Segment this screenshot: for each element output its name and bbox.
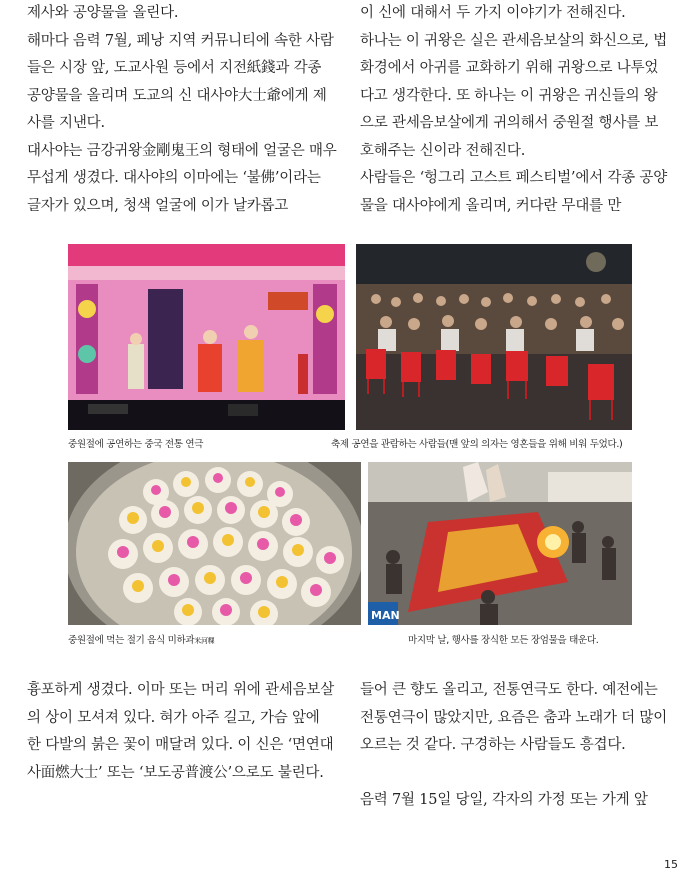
paragraph: 음력 7월 15일 당일, 각자의 가정 또는 가게 앞 — [360, 791, 648, 808]
text-column-bottom-left — [27, 677, 337, 787]
text-column-top-left — [27, 0, 337, 220]
paragraph: 제사와 공양물을 올린다. — [27, 5, 179, 21]
paragraph-gap — [360, 760, 670, 787]
text-column-top-right — [360, 0, 670, 220]
paragraph: 들어 큰 향도 올리고, 전통연극도 한다. 예전에는 전통연극이 많았지만, 요즘은 춤과 노래가 더 많이 오르는 것 같다. 구경하는 사람들도 흥겹다. — [360, 682, 668, 753]
caption-opera: 중원절에 공연하는 중국 전통 연극 — [68, 439, 204, 450]
text-column-bottom-right — [360, 677, 670, 814]
paragraph: 대사야는 금강귀왕金剛鬼王의 형태에 얼굴은 매우 무섭게 생겼다. 대사야의 이마에는 ‘불佛’이라는 글자가 있으며, 청색 얼굴에 이가 날카롭고 — [27, 142, 337, 214]
photo-opera-stage — [68, 244, 345, 430]
photo-sign-text: MAN — [371, 609, 400, 622]
caption-burning: 마지막 날, 행사를 장식한 모든 장엄물을 태운다. — [408, 635, 599, 646]
caption-audience: 축제 공연을 관람하는 사람들(맨 앞의 의자는 영혼들을 위해 비워 두었다.) — [331, 439, 623, 450]
paragraph: 해마다 음력 7월, 페낭 지역 커뮤니티에 속한 사람들은 시장 앞, 도교사원 등에서 지전紙錢과 각종 공양물을 올리며 도교의 신 대사야大士爺에게 제사를 지낸다. — [27, 32, 334, 131]
photo-burning-ceremony — [368, 462, 632, 625]
paragraph: 이 신에 대해서 두 가지 이야기가 전해진다. — [360, 5, 626, 21]
caption-buns-text: 중원절에 먹는 절기 음식 미하과 — [68, 635, 195, 646]
paragraph: 흉포하게 생겼다. 이마 또는 머리 위에 관세음보살의 상이 모셔져 있다. 혀가 아주 길고, 가슴 앞에 한 다발의 붉은 꽃이 매달려 있다. 이 신은 ‘면연대사面燃大士’ 또는 ‘보도공普渡公’으로도 불린다. — [27, 682, 335, 781]
photo-steamed-buns — [68, 462, 361, 625]
caption-buns — [68, 632, 214, 646]
caption-buns-hanja: 米河粿 — [194, 637, 215, 645]
photo-audience — [356, 244, 632, 430]
page-number: 15 — [664, 858, 678, 871]
paragraph: 사람들은 ‘헝그리 고스트 페스티벌’에서 각종 공양물을 대사야에게 올리며, 커다란 무대를 만 — [360, 170, 668, 214]
paragraph: 하나는 이 귀왕은 실은 관세음보살의 화신으로, 법화경에서 아귀를 교화하기 위해 귀왕으로 나투었다고 생각한다. 또 하나는 이 귀왕은 귀신들의 왕으로 관세음보살에게 귀의해서 중원절 행사를 보호해주는 신이라 전해진다. — [360, 32, 668, 159]
